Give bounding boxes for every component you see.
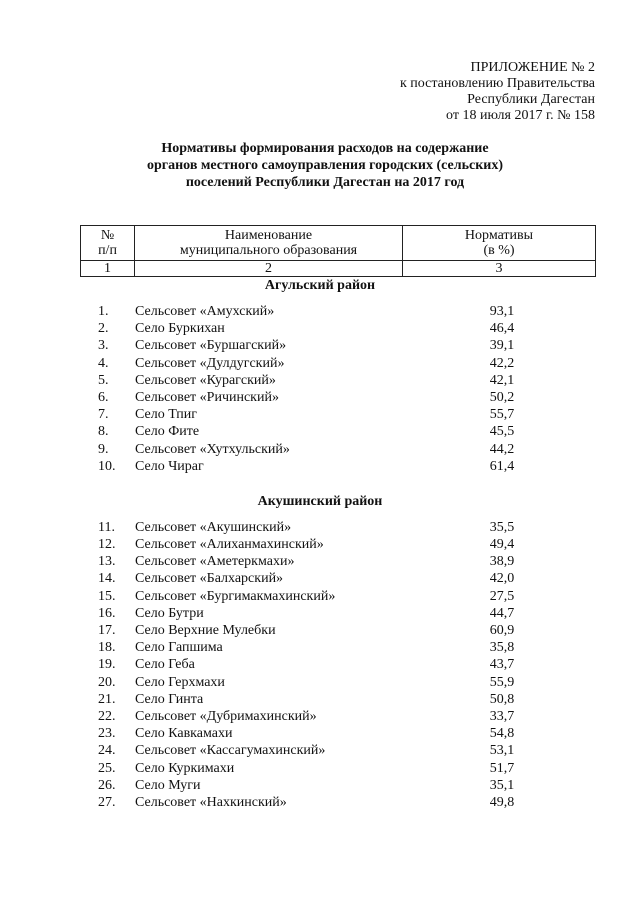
settlement-name: Сельсовет «Дулдугский» (135, 355, 285, 371)
column-number: 3 (403, 261, 596, 277)
norm-value: 53,1 (489, 743, 515, 759)
row-number: 6. (98, 389, 109, 405)
title-line-1: Нормативы формирования расходов на содержание (161, 141, 489, 156)
norm-value: 54,8 (489, 726, 515, 742)
norm-value: 27,5 (489, 588, 515, 604)
row-number: 10. (98, 458, 116, 474)
norm-value: 55,9 (489, 674, 515, 690)
column-number: 2 (135, 261, 403, 277)
table-row (80, 708, 595, 725)
table-row (80, 337, 595, 354)
norm-value: 44,7 (489, 605, 515, 621)
table-row (80, 389, 595, 406)
row-number: 27. (98, 794, 116, 810)
row-number: 16. (98, 605, 116, 621)
row-number: 21. (98, 691, 116, 707)
table-row (80, 553, 595, 570)
row-number: 9. (98, 441, 109, 457)
row-number: 14. (98, 571, 116, 587)
row-number: 13. (98, 554, 116, 570)
table-row (80, 605, 595, 622)
column-number-row (81, 261, 596, 277)
norm-value: 50,2 (489, 389, 515, 405)
district-rows (80, 519, 595, 811)
document-title (110, 140, 540, 191)
row-number: 7. (98, 407, 109, 423)
table-row (80, 458, 595, 475)
row-number: 5. (98, 372, 109, 388)
settlement-name: Сельсовет «Ричинский» (135, 389, 279, 405)
row-number: 18. (98, 640, 116, 656)
settlement-name: Село Гинта (135, 691, 204, 707)
district-rows (80, 303, 595, 475)
norm-value: 43,7 (489, 657, 515, 673)
norm-value: 49,4 (489, 537, 515, 553)
row-number: 26. (98, 777, 116, 793)
settlement-name: Сельсовет «Амухский» (135, 304, 275, 319)
table-row (80, 691, 595, 708)
norm-value: 42,2 (489, 355, 515, 371)
settlement-name: Сельсовет «Акушинский» (135, 519, 292, 535)
settlement-name: Село Верхние Мулебки (135, 623, 276, 638)
table-row (80, 441, 595, 458)
table-row (80, 760, 595, 777)
table-row (80, 320, 595, 337)
table-header (80, 225, 596, 277)
norm-value: 51,7 (489, 760, 515, 776)
norm-value: 35,1 (489, 777, 515, 793)
row-number: 8. (98, 424, 109, 440)
table-row (80, 536, 595, 553)
row-number: 20. (98, 674, 116, 690)
appendix-decree: к постановлению Правительства (399, 76, 595, 91)
table-row (80, 355, 595, 372)
table-row (80, 570, 595, 587)
title-line-2: органов местного самоуправления городских (сельских) (146, 158, 504, 173)
row-number: 22. (98, 708, 116, 724)
settlement-name: Село Фите (135, 424, 200, 440)
row-number: 2. (98, 321, 109, 337)
header-name: Наименование муниципального образования (135, 226, 403, 261)
norm-value: 35,8 (489, 640, 515, 656)
settlement-name: Сельсовет «Хутхульский» (135, 441, 290, 457)
row-number: 11. (98, 519, 115, 535)
header-norm: Нормативы (в %) (403, 226, 596, 261)
norm-value: 42,1 (489, 372, 515, 388)
table-row (80, 656, 595, 673)
table-row (80, 423, 595, 440)
appendix-block (330, 60, 595, 124)
table-row (80, 742, 595, 759)
norm-value: 60,9 (489, 623, 515, 638)
table-body (80, 277, 595, 811)
header-row (81, 226, 596, 261)
settlement-name: Сельсовет «Бургимакмахинский» (135, 588, 336, 604)
table-row (80, 588, 595, 605)
row-number: 23. (98, 726, 116, 742)
norms-table (80, 225, 595, 811)
norm-value: 39,1 (489, 338, 515, 354)
district-heading: Акушинский район (257, 493, 383, 509)
settlement-name: Сельсовет «Кассагумахинский» (135, 743, 326, 759)
norm-value: 55,7 (489, 407, 515, 423)
settlement-name: Сельсовет «Буршагский» (135, 338, 287, 354)
row-number: 15. (98, 588, 116, 604)
settlement-name: Село Муги (135, 777, 201, 793)
table-row (80, 303, 595, 320)
settlement-name: Село Геба (135, 657, 195, 673)
settlement-name: Село Буркихан (135, 321, 225, 337)
settlement-name: Село Герхмахи (135, 674, 225, 690)
section-spacer (80, 475, 595, 493)
settlement-name: Сельсовет «Алиханмахинский» (135, 537, 324, 553)
settlement-name: Сельсовет «Курагский» (135, 372, 276, 388)
norm-value: 61,4 (489, 458, 515, 474)
district-heading: Агульский район (264, 278, 376, 293)
settlement-name: Село Гапшима (135, 640, 223, 656)
table-row (80, 372, 595, 389)
norm-value: 45,5 (489, 424, 515, 440)
settlement-name: Сельсовет «Нахкинский» (135, 794, 287, 810)
norm-value: 35,5 (489, 519, 515, 535)
row-number: 19. (98, 657, 116, 673)
table-row (80, 725, 595, 742)
table-row (80, 777, 595, 794)
norm-value: 50,8 (489, 691, 515, 707)
settlement-name: Село Кавкамахи (135, 726, 233, 742)
settlement-name: Сельсовет «Балхарский» (135, 571, 284, 587)
table-row (80, 406, 595, 423)
table-row (80, 519, 595, 536)
norm-value: 44,2 (489, 441, 515, 457)
settlement-name: Село Чираг (135, 458, 204, 474)
row-number: 24. (98, 743, 116, 759)
settlement-name: Село Бутри (135, 605, 204, 621)
row-number: 17. (98, 623, 116, 638)
row-number: 1. (98, 304, 109, 319)
table-row (80, 622, 595, 639)
settlement-name: Село Куркимахи (135, 760, 235, 776)
norm-value: 38,9 (489, 554, 515, 570)
settlement-name: Сельсовет «Дубримахинский» (135, 708, 317, 724)
table-row (80, 674, 595, 691)
norm-value: 93,1 (489, 304, 515, 319)
norm-value: 49,8 (489, 794, 515, 810)
row-number: 25. (98, 760, 116, 776)
row-number: 3. (98, 338, 109, 354)
title-line-3: поселений Республики Дагестан на 2017 год (185, 175, 465, 190)
header-number: № п/п (81, 226, 135, 261)
row-number: 4. (98, 355, 109, 371)
row-number: 12. (98, 537, 116, 553)
norm-value: 33,7 (489, 708, 515, 724)
column-number: 1 (81, 261, 135, 277)
appendix-label: ПРИЛОЖЕНИЕ № 2 (470, 60, 595, 75)
table-row (80, 639, 595, 656)
settlement-name: Сельсовет «Аметеркмахи» (135, 554, 295, 570)
norm-value: 42,0 (489, 571, 515, 587)
table-row (80, 794, 595, 811)
appendix-republic: Республики Дагестан (467, 92, 595, 107)
norm-value: 46,4 (489, 321, 515, 337)
appendix-date: от 18 июля 2017 г. № 158 (446, 108, 595, 123)
settlement-name: Село Тпиг (135, 407, 197, 423)
